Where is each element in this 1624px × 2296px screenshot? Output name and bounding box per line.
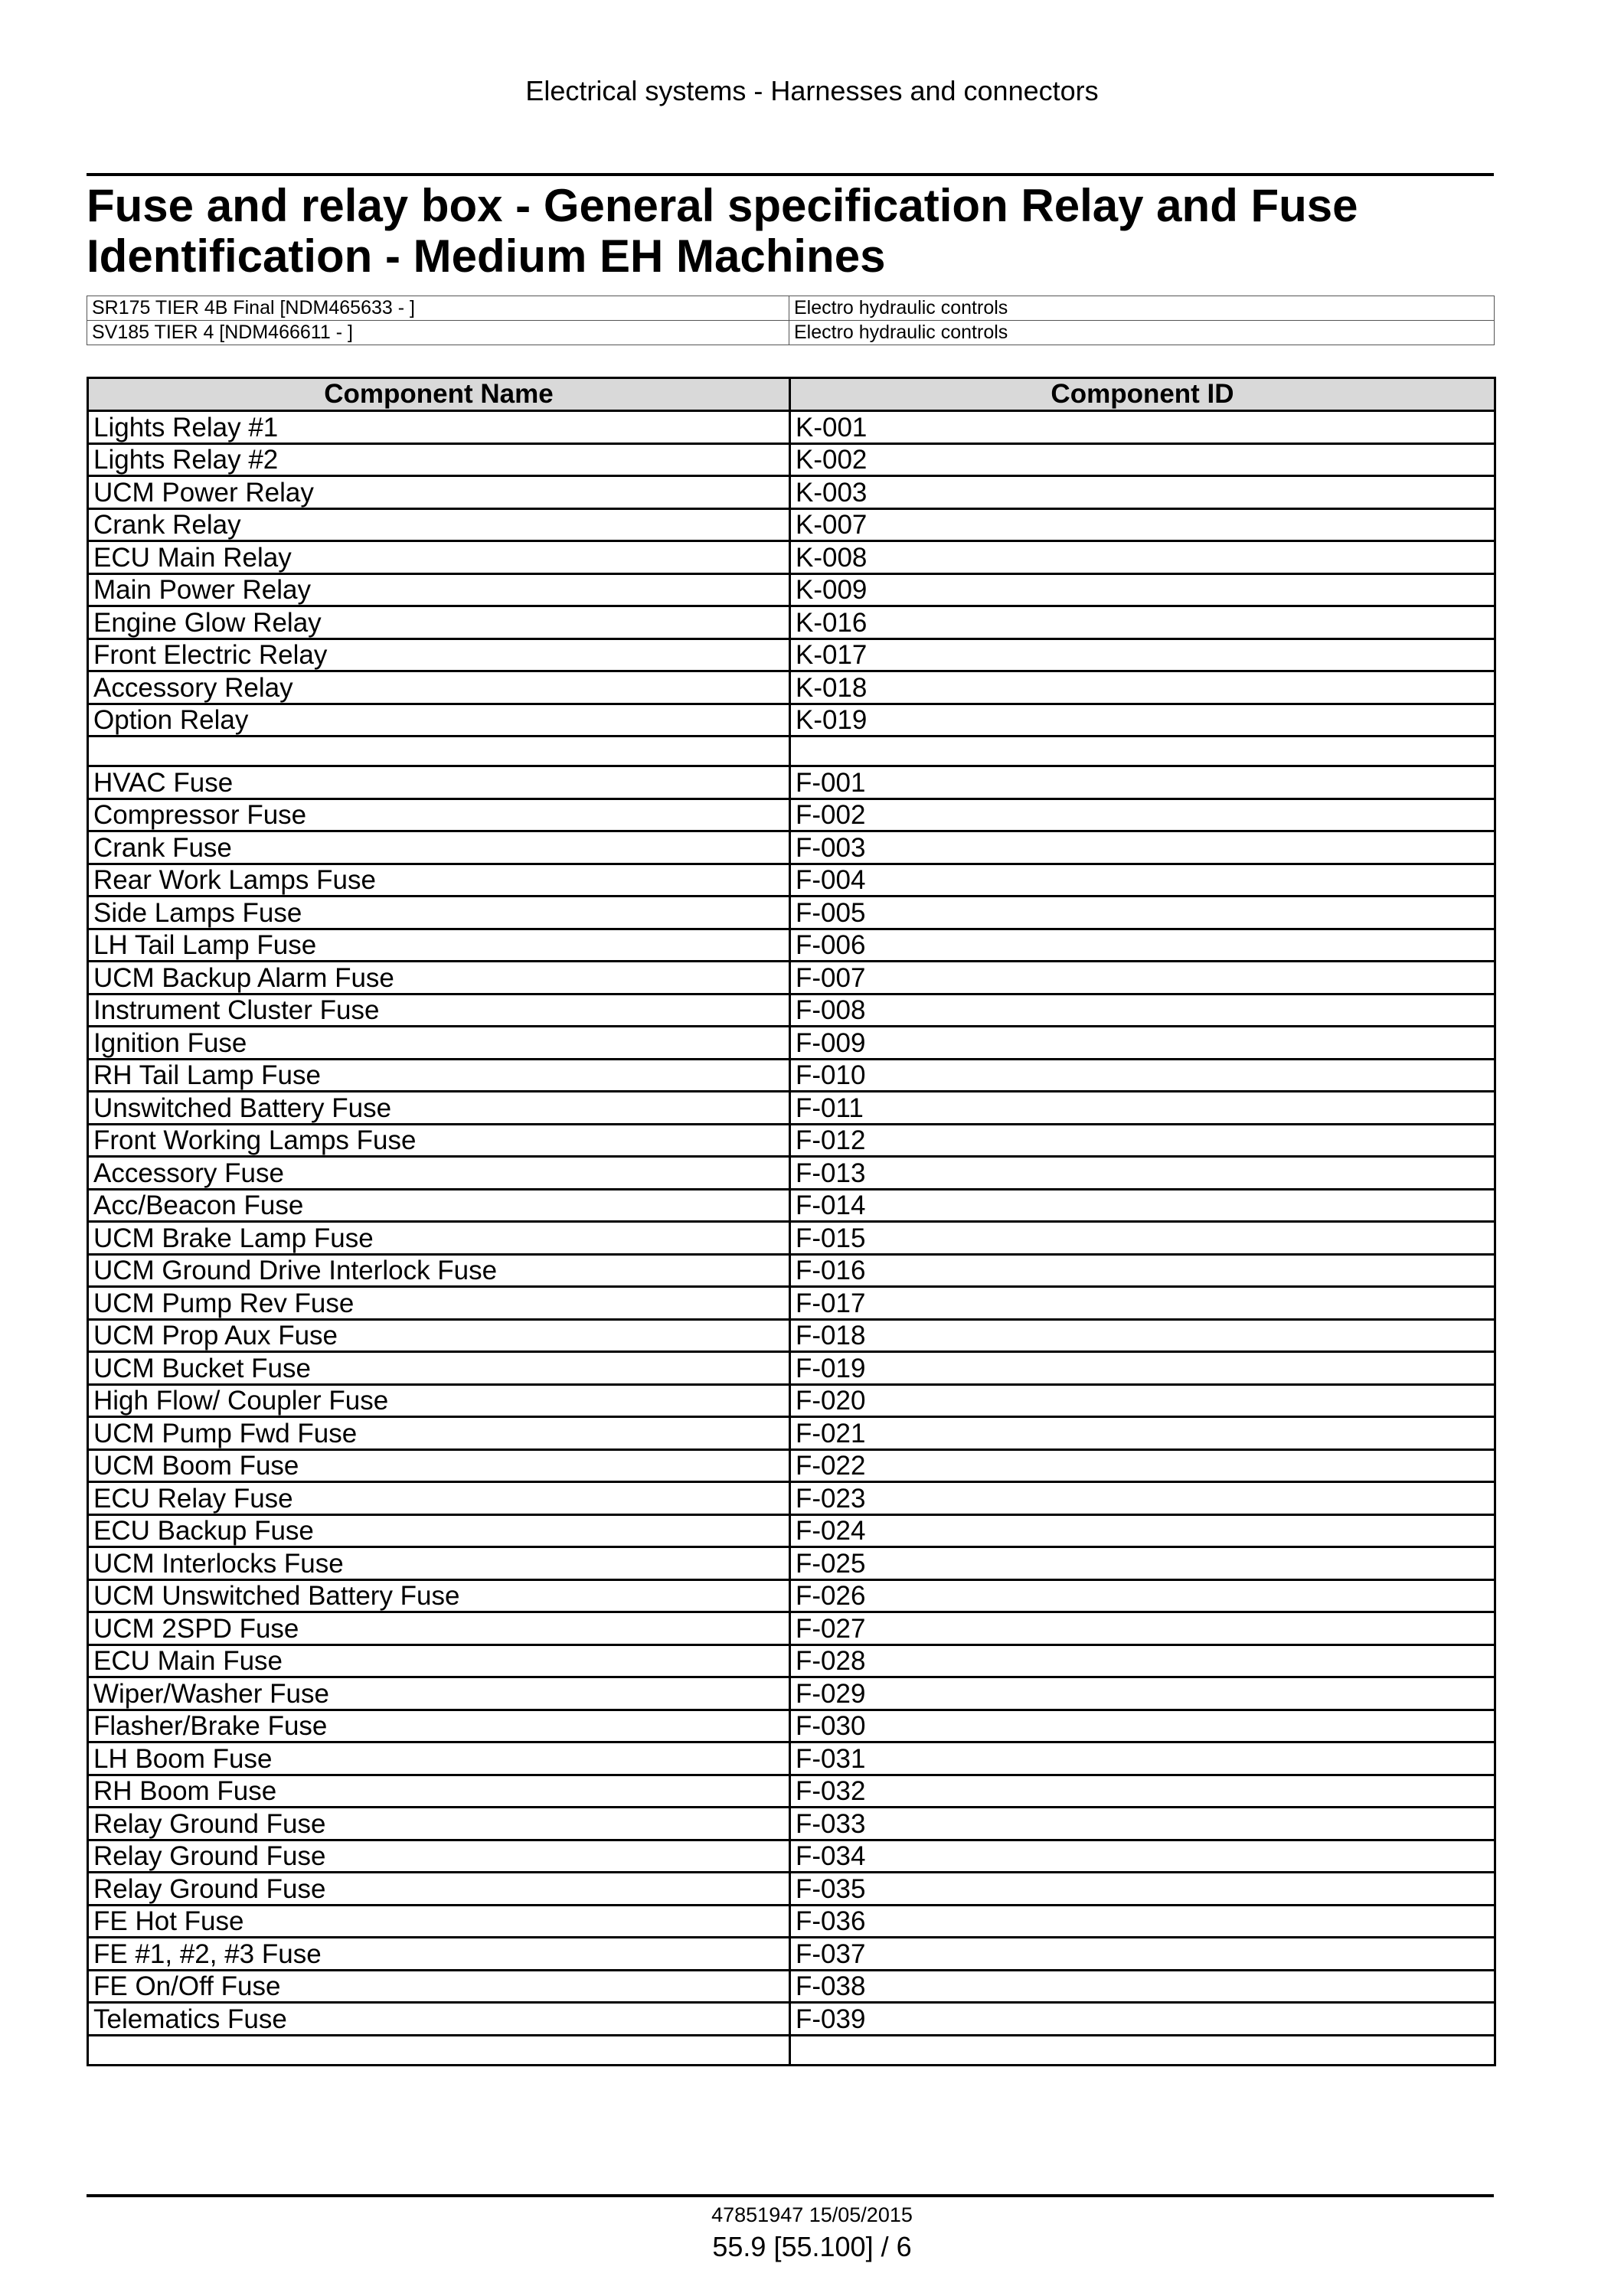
component-id-cell: K-019 <box>790 704 1495 736</box>
table-row <box>88 1514 1495 1547</box>
table-row <box>88 1417 1495 1450</box>
component-name-cell: Crank Relay <box>88 508 790 541</box>
table-row <box>88 1938 1495 1971</box>
table-row <box>88 864 1495 897</box>
table-row <box>88 1352 1495 1385</box>
header-rule <box>87 173 1494 176</box>
table-row <box>88 443 1495 476</box>
system-cell: Electro hydraulic controls <box>789 321 1495 345</box>
component-name-cell: LH Boom Fuse <box>88 1742 790 1775</box>
component-name-cell: Front Electric Relay <box>88 639 790 671</box>
component-id-cell: F-026 <box>790 1579 1495 1612</box>
component-name-cell: Relay Ground Fuse <box>88 1873 790 1906</box>
component-name-cell: Main Power Relay <box>88 573 790 606</box>
component-name-cell: UCM Pump Rev Fuse <box>88 1287 790 1320</box>
column-header-id: Component ID <box>790 378 1495 411</box>
component-name-cell: Ignition Fuse <box>88 1027 790 1060</box>
component-name-cell: FE On/Off Fuse <box>88 1970 790 2003</box>
table-row <box>88 1579 1495 1612</box>
component-id-cell: F-029 <box>790 1677 1495 1710</box>
table-row <box>88 1287 1495 1320</box>
table-row <box>88 606 1495 639</box>
table-row <box>88 1222 1495 1255</box>
table-row <box>88 831 1495 864</box>
component-id-cell: F-028 <box>790 1644 1495 1677</box>
component-id-cell: K-017 <box>790 639 1495 671</box>
component-id-cell: F-038 <box>790 1970 1495 2003</box>
table-row <box>88 704 1495 736</box>
component-name-cell: Flasher/Brake Fuse <box>88 1710 790 1742</box>
component-name-cell: ECU Main Fuse <box>88 1644 790 1677</box>
table-row <box>88 1808 1495 1840</box>
component-name-cell: Accessory Relay <box>88 671 790 704</box>
component-name-cell: UCM Bucket Fuse <box>88 1352 790 1385</box>
component-name-cell: LH Tail Lamp Fuse <box>88 929 790 962</box>
table-row <box>88 994 1495 1027</box>
component-id-cell: F-016 <box>790 1254 1495 1287</box>
table-row <box>88 1027 1495 1060</box>
model-cell: SV185 TIER 4 [NDM466611 - ] <box>87 321 789 345</box>
component-name-cell: High Flow/ Coupler Fuse <box>88 1384 790 1417</box>
component-name-cell: Acc/Beacon Fuse <box>88 1189 790 1222</box>
component-name-cell: RH Tail Lamp Fuse <box>88 1059 790 1092</box>
component-id-cell: K-001 <box>790 411 1495 444</box>
table-row <box>88 897 1495 929</box>
component-name-cell: Instrument Cluster Fuse <box>88 994 790 1027</box>
component-id-cell: F-036 <box>790 1905 1495 1938</box>
component-id-cell: F-008 <box>790 994 1495 1027</box>
component-name-cell: RH Boom Fuse <box>88 1775 790 1808</box>
table-row <box>88 1449 1495 1482</box>
running-header: Electrical systems - Harnesses and connectors <box>525 75 1099 106</box>
component-id-cell: K-007 <box>790 508 1495 541</box>
component-id-cell: K-008 <box>790 541 1495 574</box>
component-name-cell: Rear Work Lamps Fuse <box>88 864 790 897</box>
component-name-cell: Engine Glow Relay <box>88 606 790 639</box>
component-name-cell: Accessory Fuse <box>88 1157 790 1190</box>
blank-cell <box>790 2035 1495 2065</box>
component-name-cell: Compressor Fuse <box>88 799 790 831</box>
table-row <box>88 1710 1495 1742</box>
table-row <box>88 799 1495 831</box>
component-id-cell: F-039 <box>790 2003 1495 2036</box>
component-id-cell: F-014 <box>790 1189 1495 1222</box>
table-row <box>88 1157 1495 1190</box>
system-cell: Electro hydraulic controls <box>789 296 1495 321</box>
component-name-cell: HVAC Fuse <box>88 766 790 799</box>
component-id-cell: F-030 <box>790 1710 1495 1742</box>
table-row <box>88 1742 1495 1775</box>
component-name-cell: UCM Boom Fuse <box>88 1449 790 1482</box>
table-row <box>88 1677 1495 1710</box>
component-id-cell: F-021 <box>790 1417 1495 1450</box>
component-id-cell: F-032 <box>790 1775 1495 1808</box>
component-id-cell: F-020 <box>790 1384 1495 1417</box>
component-id-cell: K-009 <box>790 573 1495 606</box>
component-name-cell: Lights Relay #1 <box>88 411 790 444</box>
component-name-cell: UCM Unswitched Battery Fuse <box>88 1579 790 1612</box>
blank-row <box>88 2035 1495 2065</box>
table-header-row <box>88 378 1495 411</box>
component-name-cell: ECU Main Relay <box>88 541 790 574</box>
component-id-cell: F-006 <box>790 929 1495 962</box>
component-name-cell: UCM Ground Drive Interlock Fuse <box>88 1254 790 1287</box>
component-id-cell: F-012 <box>790 1124 1495 1157</box>
table-row <box>88 2003 1495 2036</box>
component-name-cell: ECU Backup Fuse <box>88 1514 790 1547</box>
blank-cell <box>88 2035 790 2065</box>
component-name-cell: UCM Brake Lamp Fuse <box>88 1222 790 1255</box>
component-id-cell: F-022 <box>790 1449 1495 1482</box>
component-id-cell: K-002 <box>790 443 1495 476</box>
component-id-cell: F-031 <box>790 1742 1495 1775</box>
component-id-cell: F-025 <box>790 1547 1495 1580</box>
component-id-cell: F-013 <box>790 1157 1495 1190</box>
component-name-cell: Lights Relay #2 <box>88 443 790 476</box>
table-row <box>88 1905 1495 1938</box>
component-id-cell: F-034 <box>790 1840 1495 1873</box>
table-row <box>88 1612 1495 1645</box>
component-name-cell: Front Working Lamps Fuse <box>88 1124 790 1157</box>
table-row <box>88 1840 1495 1873</box>
component-id-cell: F-005 <box>790 897 1495 929</box>
table-row <box>88 1873 1495 1906</box>
component-id-cell: F-007 <box>790 962 1495 994</box>
component-name-cell: FE Hot Fuse <box>88 1905 790 1938</box>
component-id-cell: F-017 <box>790 1287 1495 1320</box>
table-row <box>88 1319 1495 1352</box>
table-row <box>88 1189 1495 1222</box>
table-row <box>88 411 1495 444</box>
blank-cell <box>790 736 1495 766</box>
component-id-cell: K-003 <box>790 476 1495 509</box>
component-name-cell: ECU Relay Fuse <box>88 1482 790 1515</box>
component-name-cell: Unswitched Battery Fuse <box>88 1092 790 1125</box>
document-number: 47851947 15/05/2015 <box>711 2203 913 2226</box>
component-id-cell: F-035 <box>790 1873 1495 1906</box>
component-name-cell: UCM Pump Fwd Fuse <box>88 1417 790 1450</box>
model-cell: SR175 TIER 4B Final [NDM465633 - ] <box>87 296 789 321</box>
table-row <box>88 1092 1495 1125</box>
title-line-1: Fuse and relay box - General specification Relay and Fuse <box>87 180 1358 231</box>
component-name-cell: UCM Backup Alarm Fuse <box>88 962 790 994</box>
title-line-2: Identification - Medium EH Machines <box>87 230 886 282</box>
table-row <box>88 476 1495 509</box>
page-number: 55.9 [55.100] / 6 <box>712 2231 912 2262</box>
component-name-cell: UCM Prop Aux Fuse <box>88 1319 790 1352</box>
blank-row <box>88 736 1495 766</box>
table-row <box>88 508 1495 541</box>
table-row <box>88 766 1495 799</box>
component-id-cell: F-018 <box>790 1319 1495 1352</box>
component-id-cell: K-016 <box>790 606 1495 639</box>
component-id-cell: F-033 <box>790 1808 1495 1840</box>
component-id-cell: F-002 <box>790 799 1495 831</box>
applicability-row <box>87 321 1495 345</box>
table-row <box>88 1254 1495 1287</box>
component-name-cell: Wiper/Washer Fuse <box>88 1677 790 1710</box>
table-row <box>88 1644 1495 1677</box>
component-id-cell: K-018 <box>790 671 1495 704</box>
table-row <box>88 1384 1495 1417</box>
component-name-cell: Option Relay <box>88 704 790 736</box>
table-row <box>88 1547 1495 1580</box>
component-id-cell: F-010 <box>790 1059 1495 1092</box>
table-row <box>88 639 1495 671</box>
table-row <box>88 541 1495 574</box>
footer-rule <box>87 2194 1494 2197</box>
component-id-cell: F-024 <box>790 1514 1495 1547</box>
table-row <box>88 1059 1495 1092</box>
component-id-cell: F-015 <box>790 1222 1495 1255</box>
component-name-cell: FE #1, #2, #3 Fuse <box>88 1938 790 1971</box>
component-table-body <box>88 411 1495 2066</box>
component-name-cell: UCM Power Relay <box>88 476 790 509</box>
component-id-cell: F-037 <box>790 1938 1495 1971</box>
component-id-cell: F-019 <box>790 1352 1495 1385</box>
table-row <box>88 1124 1495 1157</box>
component-id-cell: F-023 <box>790 1482 1495 1515</box>
column-header-name: Component Name <box>88 378 790 411</box>
page-title <box>87 181 1494 282</box>
component-id-cell: F-009 <box>790 1027 1495 1060</box>
table-row <box>88 1775 1495 1808</box>
component-table <box>87 377 1496 2066</box>
component-id-cell: F-001 <box>790 766 1495 799</box>
table-row <box>88 929 1495 962</box>
component-name-cell: Relay Ground Fuse <box>88 1840 790 1873</box>
table-row <box>88 671 1495 704</box>
table-row <box>88 573 1495 606</box>
component-id-cell: F-027 <box>790 1612 1495 1645</box>
component-id-cell: F-003 <box>790 831 1495 864</box>
table-row <box>88 1970 1495 2003</box>
component-id-cell: F-011 <box>790 1092 1495 1125</box>
component-name-cell: Relay Ground Fuse <box>88 1808 790 1840</box>
component-name-cell: Crank Fuse <box>88 831 790 864</box>
blank-cell <box>88 736 790 766</box>
component-name-cell: UCM 2SPD Fuse <box>88 1612 790 1645</box>
component-name-cell: Telematics Fuse <box>88 2003 790 2036</box>
applicability-table <box>87 296 1495 345</box>
component-name-cell: Side Lamps Fuse <box>88 897 790 929</box>
table-row <box>88 1482 1495 1515</box>
table-row <box>88 962 1495 994</box>
applicability-row <box>87 296 1495 321</box>
component-id-cell: F-004 <box>790 864 1495 897</box>
component-name-cell: UCM Interlocks Fuse <box>88 1547 790 1580</box>
